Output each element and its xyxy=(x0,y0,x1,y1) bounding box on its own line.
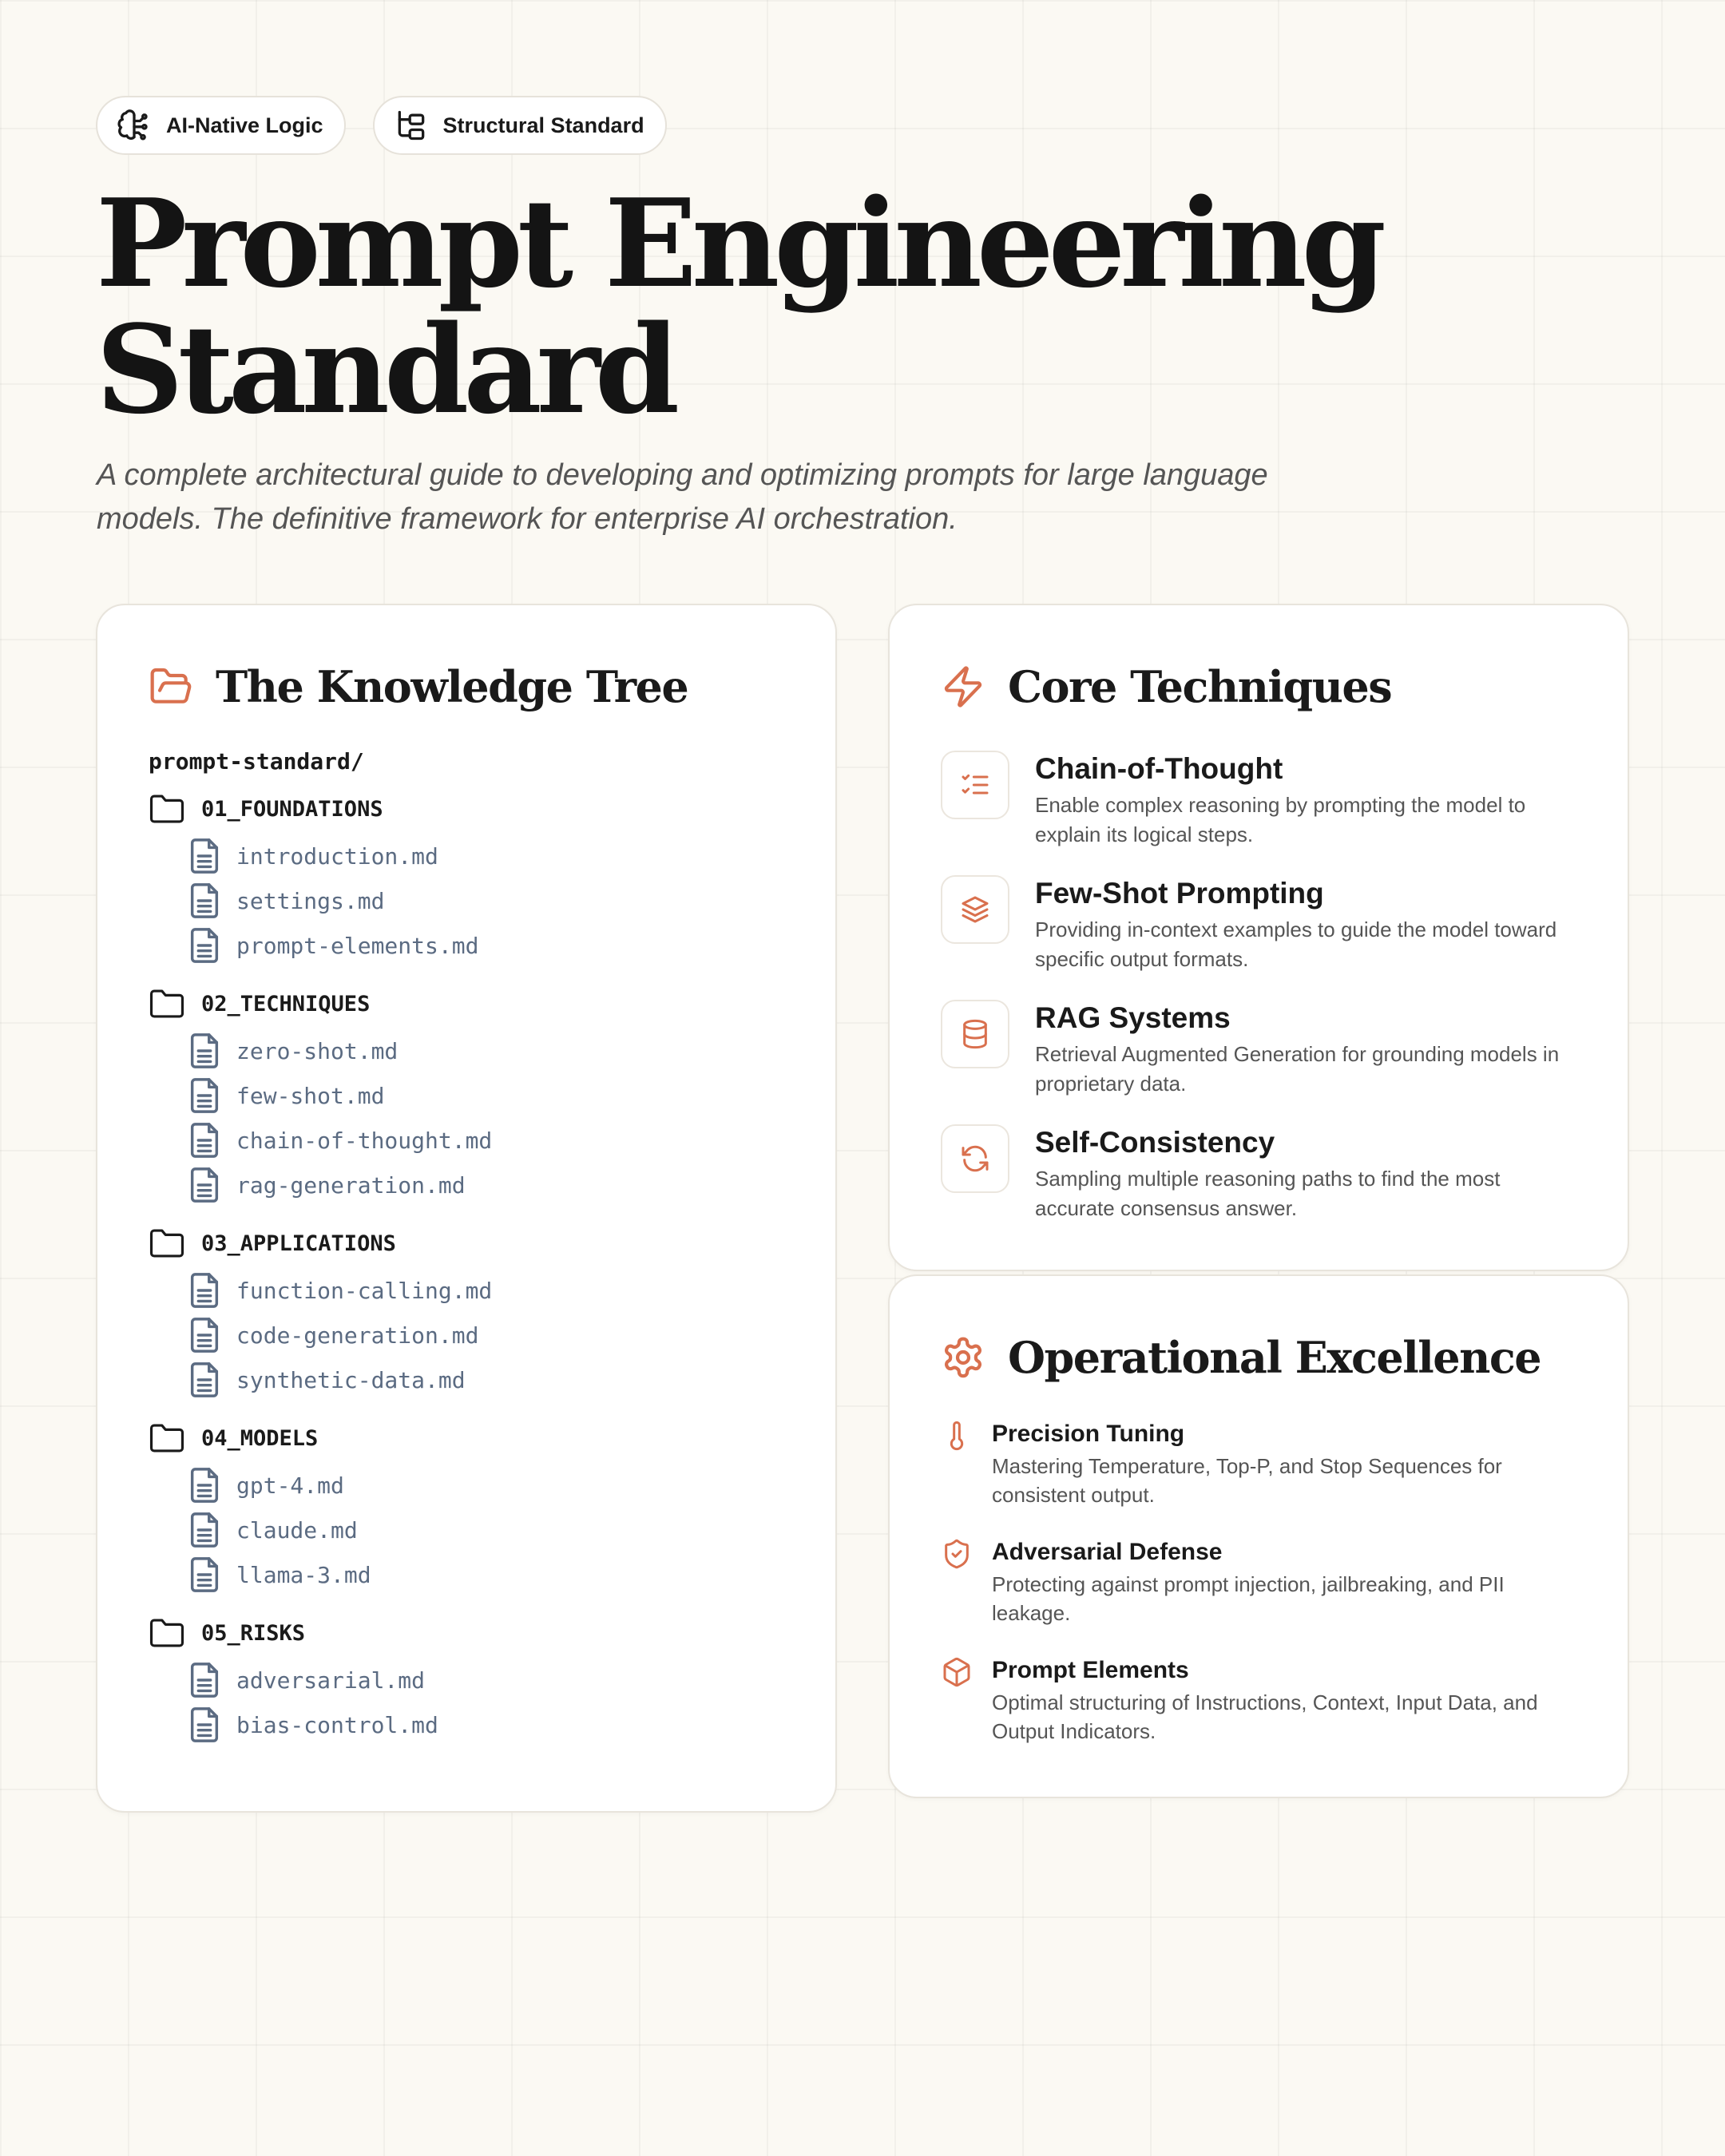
core-techniques-card xyxy=(888,604,1629,1271)
file-item[interactable] xyxy=(149,1658,492,1702)
page-title: Prompt Engineering Standard xyxy=(96,172,1381,441)
technique-icon-box xyxy=(941,751,1009,819)
technique-description: Sampling multiple reasoning paths to find the most accurate consensus answer. xyxy=(1035,1167,1501,1220)
file-icon xyxy=(188,1662,220,1698)
technique-few-shot-prompting[interactable] xyxy=(941,875,1580,1000)
knowledge-tree-header xyxy=(149,661,688,712)
file-icon xyxy=(188,1556,220,1593)
card-title: Operational Excellence xyxy=(1008,1332,1541,1383)
op-title: Prompt Elements xyxy=(992,1657,1189,1683)
folder-icon xyxy=(149,1422,185,1454)
gear-icon xyxy=(941,1335,985,1380)
badge-label: AI-Native Logic xyxy=(166,113,323,137)
folder-label: 01_FOUNDATIONS xyxy=(201,796,383,822)
lightning-icon xyxy=(941,664,985,709)
technique-description: Enable complex reasoning by prompting the model to explain its logical steps. xyxy=(1035,793,1526,846)
file-icon xyxy=(188,1122,220,1159)
file-tree xyxy=(149,746,492,1747)
technique-description: Retrieval Augmented Generation for grounding models in proprietary data. xyxy=(1035,1042,1560,1096)
folder-group xyxy=(149,1615,492,1747)
file-icon xyxy=(188,1706,220,1743)
badge-ai-native-logic xyxy=(96,96,346,155)
thermometer-icon xyxy=(941,1420,973,1452)
folder-item[interactable] xyxy=(149,791,492,827)
badge-label: Structural Standard xyxy=(442,113,644,137)
file-icon xyxy=(188,927,220,964)
folder-label: 02_TECHNIQUES xyxy=(201,991,371,1017)
tree-root[interactable]: prompt-standard/ xyxy=(149,748,364,775)
badge-row xyxy=(96,96,667,155)
folder-group xyxy=(149,1420,492,1597)
layers-icon xyxy=(959,894,991,925)
file-item[interactable] xyxy=(149,1508,492,1552)
checklist-icon xyxy=(959,769,991,801)
file-label: gpt-4.md xyxy=(236,1472,344,1499)
folder-icon xyxy=(149,1227,185,1259)
technique-description: Providing in-context examples to guide the model toward specific output formats. xyxy=(1035,917,1557,971)
structure-icon xyxy=(394,108,429,143)
file-item[interactable] xyxy=(149,834,492,878)
technique-icon-box xyxy=(941,1000,1009,1068)
brain-icon xyxy=(117,108,152,143)
file-icon xyxy=(188,1167,220,1203)
knowledge-tree-card xyxy=(96,604,837,1813)
file-icon xyxy=(188,1272,220,1309)
folder-item[interactable] xyxy=(149,1225,492,1262)
file-label: zero-shot.md xyxy=(236,1037,399,1064)
op-description: Mastering Temperature, Top-P, and Stop Sequences for consistent output. xyxy=(992,1454,1502,1507)
file-item[interactable] xyxy=(149,878,492,923)
card-title: The Knowledge Tree xyxy=(216,661,688,712)
file-item[interactable] xyxy=(149,1357,492,1402)
folder-label: 05_RISKS xyxy=(201,1620,306,1646)
file-label: llama-3.md xyxy=(236,1561,371,1588)
file-label: chain-of-thought.md xyxy=(236,1127,493,1154)
file-icon xyxy=(188,1361,220,1398)
op-title: Adversarial Defense xyxy=(992,1539,1223,1565)
technique-icon-box xyxy=(941,875,1009,944)
folder-group xyxy=(149,1225,492,1402)
file-label: rag-generation.md xyxy=(236,1171,466,1199)
technique-title: Chain-of-Thought xyxy=(1035,752,1283,785)
file-icon xyxy=(188,882,220,919)
technique-title: Few-Shot Prompting xyxy=(1035,877,1324,910)
folder-item[interactable] xyxy=(149,1420,492,1456)
folder-item[interactable] xyxy=(149,1615,492,1651)
file-item[interactable] xyxy=(149,923,492,968)
file-icon xyxy=(188,838,220,874)
technique-list xyxy=(941,751,1580,1249)
file-icon xyxy=(188,1317,220,1353)
folder-icon xyxy=(149,793,185,825)
file-item[interactable] xyxy=(149,1552,492,1597)
folder-open-icon xyxy=(149,664,193,709)
folder-icon xyxy=(149,1617,185,1649)
op-title: Precision Tuning xyxy=(992,1421,1185,1447)
folder-icon xyxy=(149,988,185,1020)
box-icon xyxy=(941,1656,973,1688)
file-label: function-calling.md xyxy=(236,1277,493,1304)
file-item[interactable] xyxy=(149,1268,492,1313)
file-label: adversarial.md xyxy=(236,1667,426,1694)
technique-rag-systems[interactable] xyxy=(941,1000,1580,1124)
file-item[interactable] xyxy=(149,1463,492,1508)
file-label: synthetic-data.md xyxy=(236,1366,466,1393)
technique-icon-box xyxy=(941,1124,1009,1193)
op-prompt-elements[interactable] xyxy=(941,1655,1588,1773)
file-label: claude.md xyxy=(236,1516,358,1544)
file-label: introduction.md xyxy=(236,842,438,870)
folder-label: 04_MODELS xyxy=(201,1425,319,1451)
badge-structural-standard xyxy=(373,96,667,155)
op-description: Optimal structuring of Instructions, Context, Input Data, and Output Indicators. xyxy=(992,1690,1538,1743)
folder-item[interactable] xyxy=(149,985,492,1022)
file-label: bias-control.md xyxy=(236,1711,438,1738)
technique-chain-of-thought[interactable] xyxy=(941,751,1580,875)
file-item[interactable] xyxy=(149,1702,492,1747)
op-precision-tuning[interactable] xyxy=(941,1418,1588,1536)
operations-list xyxy=(941,1418,1588,1773)
file-item[interactable] xyxy=(149,1163,492,1207)
refresh-icon xyxy=(959,1143,991,1175)
database-icon xyxy=(959,1018,991,1050)
technique-title: Self-Consistency xyxy=(1035,1126,1275,1159)
operational-excellence-card xyxy=(888,1274,1629,1798)
folder-group xyxy=(149,791,492,968)
file-item[interactable] xyxy=(149,1313,492,1357)
file-label: settings.md xyxy=(236,887,385,914)
technique-title: RAG Systems xyxy=(1035,1001,1231,1034)
op-adversarial-defense[interactable] xyxy=(941,1536,1588,1655)
file-item[interactable] xyxy=(149,1028,492,1073)
folder-label: 03_APPLICATIONS xyxy=(201,1231,396,1256)
core-techniques-header xyxy=(941,661,1391,712)
page-subtitle: A complete architectural guide to developing and optimizing prompts for large language models. The definitive framework for enterprise AI orchestration. xyxy=(97,458,1268,536)
file-label: few-shot.md xyxy=(236,1082,385,1109)
shield-check-icon xyxy=(941,1538,973,1570)
file-item[interactable] xyxy=(149,1073,492,1118)
folder-group xyxy=(149,985,492,1207)
file-label: code-generation.md xyxy=(236,1322,479,1349)
file-icon xyxy=(188,1077,220,1114)
file-icon xyxy=(188,1467,220,1504)
technique-self-consistency[interactable] xyxy=(941,1124,1580,1249)
op-description: Protecting against prompt injection, jailbreaking, and PII leakage. xyxy=(992,1572,1505,1625)
file-icon xyxy=(188,1512,220,1548)
file-icon xyxy=(188,1032,220,1069)
file-label: prompt-elements.md xyxy=(236,932,479,959)
card-title: Core Techniques xyxy=(1008,661,1392,712)
file-item[interactable] xyxy=(149,1118,492,1163)
operational-excellence-header xyxy=(941,1332,1541,1383)
